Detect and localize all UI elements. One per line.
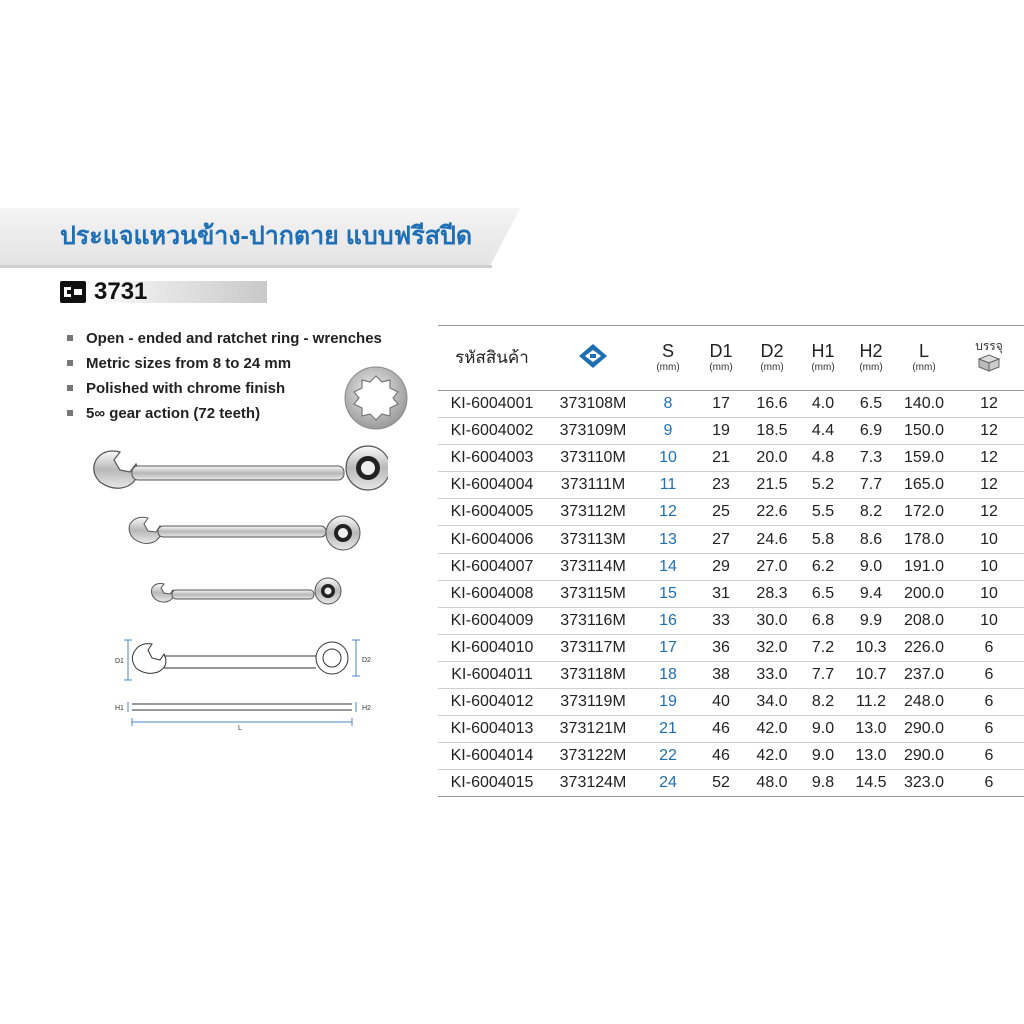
cell-h1: 9.0 [798, 716, 848, 743]
cell-d2: 28.3 [746, 580, 798, 607]
cell-ref: 373111M [546, 472, 640, 499]
series-icon [60, 281, 86, 303]
cell-h2: 9.0 [848, 553, 894, 580]
table-header-row [438, 326, 1024, 391]
wrench-illustration [88, 440, 388, 740]
cell-ref: 373113M [546, 526, 640, 553]
cell-h2: 7.3 [848, 445, 894, 472]
cell-h2: 14.5 [848, 770, 894, 797]
cell-code: KI-6004012 [438, 689, 546, 716]
table-row [438, 445, 1024, 472]
cell-h2: 6.9 [848, 418, 894, 445]
cell-l: 290.0 [894, 716, 954, 743]
cell-pack: 10 [954, 526, 1024, 553]
cell-code: KI-6004003 [438, 445, 546, 472]
cell-ref: 373112M [546, 499, 640, 526]
cell-h1: 7.7 [798, 661, 848, 688]
cell-ref: 373115M [546, 580, 640, 607]
bullet-icon [67, 360, 73, 366]
cell-h1: 4.4 [798, 418, 848, 445]
ring-12point-icon [344, 366, 408, 430]
cell-d2: 42.0 [746, 743, 798, 770]
cell-d1: 46 [696, 716, 746, 743]
cell-h1: 9.0 [798, 743, 848, 770]
cell-l: 290.0 [894, 743, 954, 770]
cell-code: KI-6004010 [438, 634, 546, 661]
cell-code: KI-6004015 [438, 770, 546, 797]
header-h1: H1 (mm) [798, 326, 848, 391]
cell-pack: 6 [954, 634, 1024, 661]
cell-s: 12 [640, 499, 696, 526]
cell-h1: 4.8 [798, 445, 848, 472]
cell-l: 172.0 [894, 499, 954, 526]
cell-ref: 373118M [546, 661, 640, 688]
header-s: S (mm) [640, 326, 696, 391]
table-row [438, 553, 1024, 580]
feature-list [66, 326, 382, 426]
cell-d2: 24.6 [746, 526, 798, 553]
cell-s: 11 [640, 472, 696, 499]
cell-s: 24 [640, 770, 696, 797]
cell-pack: 12 [954, 445, 1024, 472]
header-d2: D2 (mm) [746, 326, 798, 391]
header-pack: บรรจุ [954, 326, 1024, 391]
header-d1: D1 (mm) [696, 326, 746, 391]
cell-ref: 373110M [546, 445, 640, 472]
cell-h1: 5.5 [798, 499, 848, 526]
feature-item [66, 401, 382, 426]
cell-d1: 25 [696, 499, 746, 526]
header-code: รหัสสินค้า [438, 326, 546, 391]
cell-d1: 38 [696, 661, 746, 688]
table-row [438, 634, 1024, 661]
cell-d1: 21 [696, 445, 746, 472]
cell-h2: 10.3 [848, 634, 894, 661]
header-h2: H2 (mm) [848, 326, 894, 391]
cell-s: 21 [640, 716, 696, 743]
cell-code: KI-6004002 [438, 418, 546, 445]
cell-h2: 9.4 [848, 580, 894, 607]
cell-pack: 10 [954, 580, 1024, 607]
title-band-shadow [0, 265, 492, 268]
cell-d2: 20.0 [746, 445, 798, 472]
cell-s: 22 [640, 743, 696, 770]
cell-l: 237.0 [894, 661, 954, 688]
bullet-icon [67, 385, 73, 391]
cell-ref: 373119M [546, 689, 640, 716]
bullet-icon [67, 410, 73, 416]
cell-d1: 36 [696, 634, 746, 661]
table-row [438, 743, 1024, 770]
cell-s: 16 [640, 607, 696, 634]
cell-pack: 12 [954, 472, 1024, 499]
cell-d2: 18.5 [746, 418, 798, 445]
table-row [438, 661, 1024, 688]
brand-logo-icon [546, 326, 640, 391]
wrench-large [94, 446, 388, 490]
cell-h2: 7.7 [848, 472, 894, 499]
cell-s: 9 [640, 418, 696, 445]
cell-d1: 31 [696, 580, 746, 607]
cell-h1: 4.0 [798, 391, 848, 418]
cell-d1: 23 [696, 472, 746, 499]
cell-h1: 5.8 [798, 526, 848, 553]
cell-ref: 373114M [546, 553, 640, 580]
cell-l: 200.0 [894, 580, 954, 607]
feature-text: 5∞ gear action (72 teeth) [86, 405, 261, 422]
cell-d2: 21.5 [746, 472, 798, 499]
cell-d2: 42.0 [746, 716, 798, 743]
cell-d1: 46 [696, 743, 746, 770]
table-row [438, 689, 1024, 716]
cell-s: 14 [640, 553, 696, 580]
cell-l: 226.0 [894, 634, 954, 661]
feature-text: Metric sizes from 8 to 24 mm [86, 355, 292, 372]
cell-d1: 33 [696, 607, 746, 634]
cell-l: 140.0 [894, 391, 954, 418]
cell-d1: 19 [696, 418, 746, 445]
cell-code: KI-6004001 [438, 391, 546, 418]
cell-s: 18 [640, 661, 696, 688]
cell-pack: 6 [954, 689, 1024, 716]
cell-h2: 13.0 [848, 716, 894, 743]
dimension-diagram [124, 640, 360, 726]
cell-h2: 9.9 [848, 607, 894, 634]
cell-pack: 6 [954, 743, 1024, 770]
table-row [438, 607, 1024, 634]
cell-pack: 6 [954, 770, 1024, 797]
cell-l: 165.0 [894, 472, 954, 499]
cell-l: 208.0 [894, 607, 954, 634]
cell-h2: 11.2 [848, 689, 894, 716]
cell-ref: 373108M [546, 391, 640, 418]
wrench-small [151, 578, 341, 604]
cell-pack: 12 [954, 391, 1024, 418]
cell-d1: 52 [696, 770, 746, 797]
cell-s: 19 [640, 689, 696, 716]
cell-ref: 373121M [546, 716, 640, 743]
label-d2: D2 [362, 657, 371, 664]
table-body [438, 391, 1024, 797]
cell-h1: 8.2 [798, 689, 848, 716]
cell-d2: 27.0 [746, 553, 798, 580]
cell-s: 10 [640, 445, 696, 472]
feature-text: Polished with chrome finish [86, 380, 286, 397]
cell-d1: 40 [696, 689, 746, 716]
cell-code: KI-6004006 [438, 526, 546, 553]
cell-d2: 32.0 [746, 634, 798, 661]
cell-h2: 8.2 [848, 499, 894, 526]
table-row [438, 418, 1024, 445]
feature-item [66, 376, 382, 401]
cell-ref: 373116M [546, 607, 640, 634]
cell-l: 248.0 [894, 689, 954, 716]
cell-d1: 29 [696, 553, 746, 580]
cell-ref: 373124M [546, 770, 640, 797]
cell-s: 13 [640, 526, 696, 553]
series-number: 3731 [94, 278, 148, 305]
cell-d2: 30.0 [746, 607, 798, 634]
cell-h1: 6.5 [798, 580, 848, 607]
cell-h1: 5.2 [798, 472, 848, 499]
cell-l: 191.0 [894, 553, 954, 580]
specs-table-wrap [438, 325, 1024, 797]
label-l: L [238, 725, 242, 732]
cell-ref: 373117M [546, 634, 640, 661]
table-row [438, 580, 1024, 607]
cell-l: 323.0 [894, 770, 954, 797]
label-h1: H1 [115, 705, 124, 712]
feature-item [66, 351, 382, 376]
bullet-icon [67, 335, 73, 341]
cell-d2: 22.6 [746, 499, 798, 526]
table-row [438, 472, 1024, 499]
feature-text: Open - ended and ratchet ring - wrenches [86, 330, 382, 347]
cell-d2: 16.6 [746, 391, 798, 418]
cell-d2: 34.0 [746, 689, 798, 716]
table-row [438, 526, 1024, 553]
cell-h2: 6.5 [848, 391, 894, 418]
cell-code: KI-6004014 [438, 743, 546, 770]
page-title: ประแจแหวนข้าง-ปากตาย แบบฟรีสปีด [60, 222, 473, 250]
table-row [438, 770, 1024, 797]
cell-s: 15 [640, 580, 696, 607]
cell-code: KI-6004005 [438, 499, 546, 526]
cell-d1: 17 [696, 391, 746, 418]
cell-h2: 8.6 [848, 526, 894, 553]
feature-item [66, 326, 382, 351]
header-l: L (mm) [894, 326, 954, 391]
cell-code: KI-6004009 [438, 607, 546, 634]
cell-ref: 373109M [546, 418, 640, 445]
cell-l: 150.0 [894, 418, 954, 445]
label-d1: D1 [115, 658, 124, 665]
cell-d2: 33.0 [746, 661, 798, 688]
cell-s: 17 [640, 634, 696, 661]
cell-code: KI-6004013 [438, 716, 546, 743]
cell-ref: 373122M [546, 743, 640, 770]
cell-pack: 6 [954, 716, 1024, 743]
table-row [438, 499, 1024, 526]
cell-h1: 7.2 [798, 634, 848, 661]
cell-d2: 48.0 [746, 770, 798, 797]
table-row [438, 716, 1024, 743]
table-row [438, 391, 1024, 418]
cell-pack: 12 [954, 418, 1024, 445]
cell-l: 178.0 [894, 526, 954, 553]
cell-h2: 10.7 [848, 661, 894, 688]
cell-code: KI-6004008 [438, 580, 546, 607]
cell-pack: 10 [954, 553, 1024, 580]
cell-code: KI-6004011 [438, 661, 546, 688]
cell-s: 8 [640, 391, 696, 418]
wrench-medium [129, 516, 360, 550]
cell-h1: 6.8 [798, 607, 848, 634]
cell-d1: 27 [696, 526, 746, 553]
cell-l: 159.0 [894, 445, 954, 472]
cell-h1: 6.2 [798, 553, 848, 580]
box-icon [975, 353, 1003, 373]
cell-pack: 12 [954, 499, 1024, 526]
cell-h2: 13.0 [848, 743, 894, 770]
cell-h1: 9.8 [798, 770, 848, 797]
label-h2: H2 [362, 705, 371, 712]
cell-pack: 10 [954, 607, 1024, 634]
cell-code: KI-6004007 [438, 553, 546, 580]
specs-table [438, 325, 1024, 797]
cell-pack: 6 [954, 661, 1024, 688]
cell-code: KI-6004004 [438, 472, 546, 499]
